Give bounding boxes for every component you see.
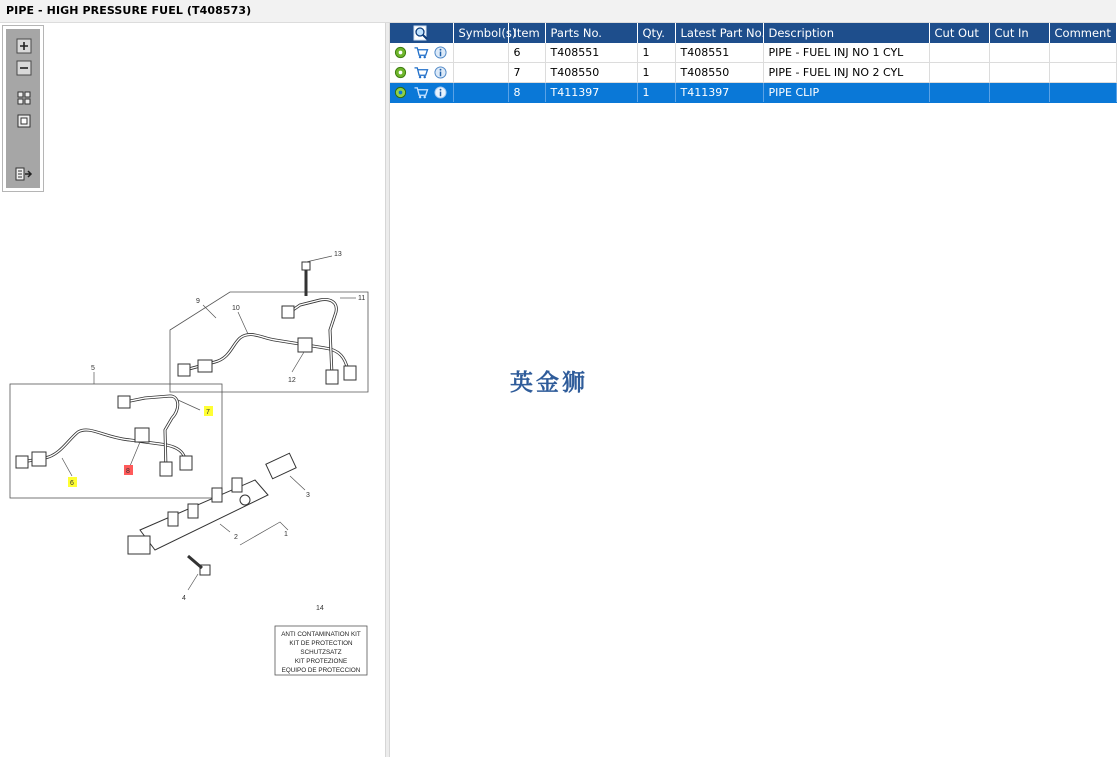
window-title: PIPE - HIGH PRESSURE FUEL (T408573)	[6, 4, 252, 17]
pipe-end	[160, 462, 172, 476]
bolt-13	[302, 262, 310, 270]
cart-icon[interactable]	[413, 86, 429, 99]
cell-comment	[1049, 63, 1116, 83]
gear-icon[interactable]	[394, 66, 407, 79]
info-icon[interactable]	[434, 86, 447, 99]
callout-7: 7	[206, 409, 210, 416]
cell-latest-part-no: T408550	[675, 63, 763, 83]
callout-3: 3	[306, 492, 310, 499]
pipe-end	[180, 456, 192, 470]
pipe-11	[290, 300, 336, 377]
cell-cut-in	[989, 63, 1049, 83]
callout-6: 6	[70, 480, 74, 487]
info-icon[interactable]	[434, 46, 447, 59]
zoom-out-button[interactable]	[15, 59, 33, 77]
cell-description: PIPE - FUEL INJ NO 2 CYL	[763, 63, 929, 83]
row-actions	[390, 63, 453, 83]
gear-icon[interactable]	[394, 46, 407, 59]
column-header-comment[interactable]: Comment	[1049, 23, 1116, 43]
pipe-nut	[32, 452, 46, 466]
cell-qty: 1	[637, 43, 675, 63]
table-row[interactable]	[390, 43, 1116, 63]
column-header-actions[interactable]	[390, 23, 453, 43]
cell-parts-no: T408550	[545, 63, 637, 83]
gear-icon[interactable]	[394, 86, 407, 99]
row-actions	[390, 43, 453, 63]
row-actions	[390, 83, 453, 103]
export-list-icon	[15, 166, 33, 182]
search-document-icon	[412, 25, 430, 41]
callout-1: 1	[284, 531, 288, 538]
column-header-cut-in[interactable]: Cut In	[989, 23, 1049, 43]
cell-symbols	[453, 63, 508, 83]
callout-5: 5	[91, 365, 95, 372]
pipe-nut	[198, 360, 212, 372]
callout-9: 9	[196, 298, 200, 305]
parts-diagram[interactable]	[0, 200, 385, 700]
cell-cut-in	[989, 43, 1049, 63]
cart-icon[interactable]	[413, 66, 429, 79]
cell-parts-no: T411397	[545, 83, 637, 103]
zoom-in-button[interactable]	[15, 37, 33, 55]
pipe-end	[344, 366, 356, 380]
info-icon[interactable]	[434, 66, 447, 79]
cell-item: 7	[508, 63, 545, 83]
clip-12	[298, 338, 312, 352]
export-button[interactable]	[15, 165, 33, 183]
fuel-rail-2	[128, 478, 268, 554]
callout-14: 14	[316, 605, 324, 612]
table-row-selected[interactable]	[390, 83, 1116, 103]
cell-qty: 1	[637, 63, 675, 83]
column-header-cut-out[interactable]: Cut Out	[929, 23, 989, 43]
pipe-end	[118, 396, 130, 408]
cell-qty: 1	[637, 83, 675, 103]
cell-description: PIPE CLIP	[763, 83, 929, 103]
cell-latest-part-no: T411397	[675, 83, 763, 103]
parts-grid[interactable]	[390, 23, 1116, 757]
column-header-description[interactable]: Description	[763, 23, 929, 43]
actual-size-button[interactable]	[15, 112, 33, 130]
group-outline-5	[10, 384, 222, 498]
cell-cut-in	[989, 83, 1049, 103]
cell-cut-out	[929, 63, 989, 83]
callout-2: 2	[234, 534, 238, 541]
column-header-symbols[interactable]: Symbol(s)	[453, 23, 508, 43]
cell-comment	[1049, 43, 1116, 63]
watermark-text: 英金狮	[510, 370, 588, 396]
callout-10: 10	[232, 305, 240, 312]
cart-icon[interactable]	[413, 46, 429, 59]
fit-all-icon	[16, 90, 32, 106]
pipe-end	[326, 370, 338, 384]
callout-11: 11	[358, 295, 366, 302]
callout-4: 4	[182, 595, 186, 602]
sensor-3	[266, 453, 296, 478]
fit-all-button[interactable]	[15, 89, 33, 107]
pipe-end	[178, 364, 190, 376]
kit-label-line: EQUIPO DE PROTECCION	[281, 667, 361, 674]
grid-header-row	[390, 23, 1116, 43]
column-header-item[interactable]: Item	[508, 23, 545, 43]
cell-item: 6	[508, 43, 545, 63]
cell-symbols	[453, 43, 508, 63]
clip-8	[135, 428, 149, 442]
column-header-parts-no[interactable]: Parts No.	[545, 23, 637, 43]
pipe-end	[16, 456, 28, 468]
cell-cut-out	[929, 83, 989, 103]
cell-cut-out	[929, 43, 989, 63]
table-row[interactable]	[390, 63, 1116, 83]
cell-parts-no: T408551	[545, 43, 637, 63]
cell-description: PIPE - FUEL INJ NO 1 CYL	[763, 43, 929, 63]
kit-label-line: SCHUTZSATZ	[300, 649, 342, 656]
zoom-in-icon	[16, 38, 32, 54]
callout-13: 13	[334, 251, 342, 258]
kit-label-line: ANTI CONTAMINATION KIT	[281, 631, 361, 638]
pipe-end	[282, 306, 294, 318]
cell-item: 8	[508, 83, 545, 103]
kit-label-line: KIT PROTEZIONE	[294, 658, 348, 665]
actual-size-icon	[16, 113, 32, 129]
column-header-qty[interactable]: Qty.	[637, 23, 675, 43]
zoom-out-icon	[16, 60, 32, 76]
cell-latest-part-no: T408551	[675, 43, 763, 63]
zoom-toolbox	[2, 25, 44, 192]
pipe-6	[22, 430, 186, 466]
cell-symbols	[453, 83, 508, 103]
callout-8: 8	[126, 468, 130, 475]
title-bar	[0, 0, 1116, 23]
column-header-latest-part-no[interactable]: Latest Part No.	[675, 23, 763, 43]
kit-label-line: KIT DE PROTECTION	[289, 640, 353, 647]
callout-12: 12	[288, 377, 296, 384]
cell-comment	[1049, 83, 1116, 103]
